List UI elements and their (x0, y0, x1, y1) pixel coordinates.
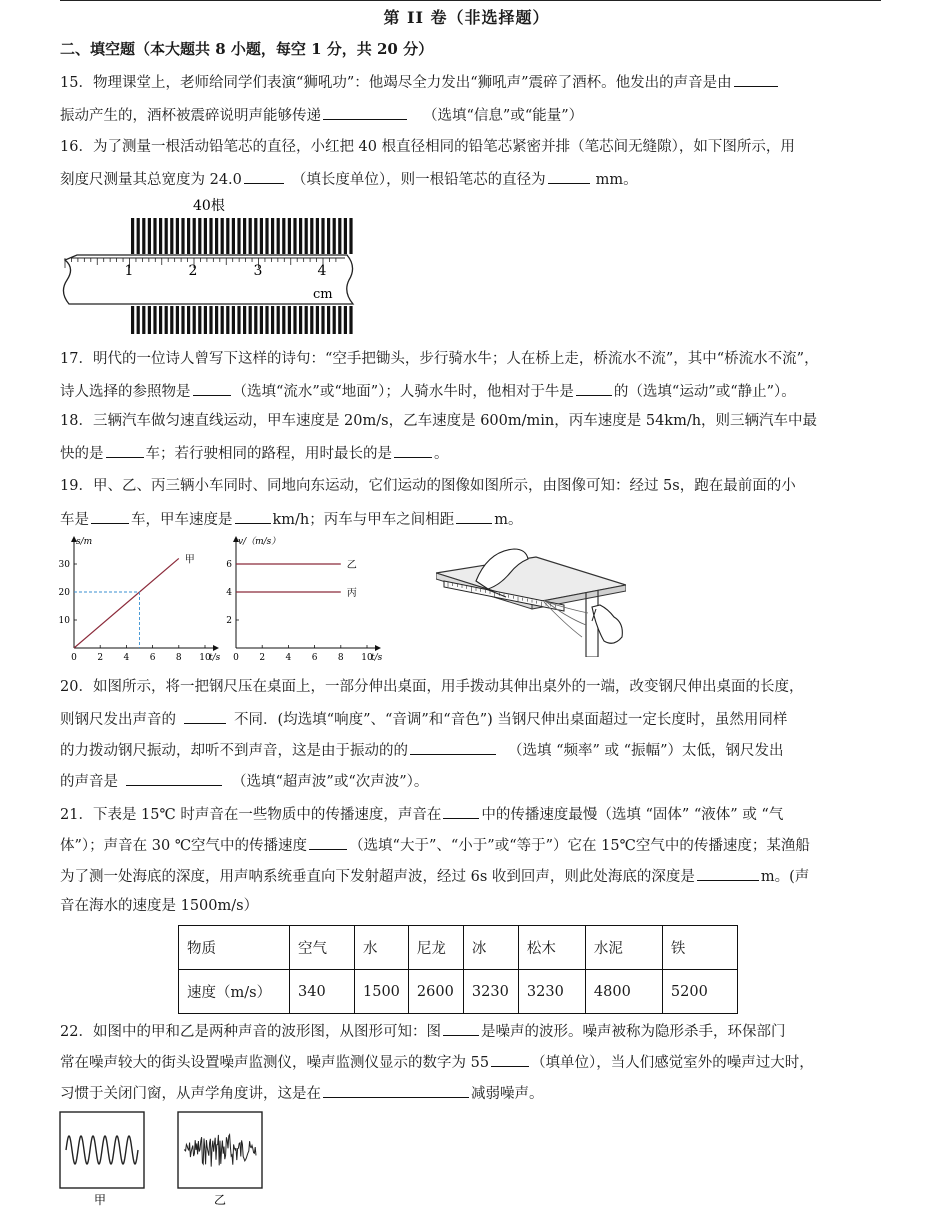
y-tick-label: 4 (226, 588, 232, 598)
table-cell: 尼龙 (408, 926, 463, 970)
pencil-lead (282, 218, 285, 254)
pencil-lead (305, 306, 308, 334)
q22-blank-2[interactable] (491, 1051, 529, 1067)
pencil-lead (159, 218, 162, 254)
q20-line2: 则钢尺发出声音的 不同．(均选填“响度”、“音调”和“音色”) 当钢尺伸出桌面超过一定长度时，虽然用同样 (60, 708, 881, 730)
pencil-lead (349, 306, 352, 334)
table-cell: 水泥 (585, 926, 662, 970)
sound-speed-table (178, 925, 738, 1014)
pencil-lead (193, 218, 196, 254)
q16-line1: 16．为了测量一根活动铅笔芯的直径，小红把 40 根直径相同的铅笔芯紧密并排（笔芯间无缝隙），如下图所示，用 (60, 139, 795, 155)
q15-blank-1[interactable] (734, 71, 778, 87)
pencil-lead (271, 306, 274, 334)
pencil-lead (215, 306, 218, 334)
table-cell: 340 (290, 970, 355, 1014)
x-tick-label: 10 (199, 653, 211, 663)
pencil-lead (204, 218, 207, 254)
pencil-lead (137, 306, 140, 334)
table-cell: 铁 (662, 926, 737, 970)
x-tick-label: 2 (97, 653, 104, 663)
pencil-lead (249, 306, 252, 334)
pencil-lead (187, 218, 190, 254)
pencil-lead (288, 306, 291, 334)
pencil-lead (293, 218, 296, 254)
q16-blank-1[interactable] (244, 168, 284, 184)
ruler-number-4: 4 (317, 263, 327, 279)
q20-blank-1[interactable] (184, 708, 226, 724)
pencil-lead (215, 218, 218, 254)
x-tick-label: 4 (285, 653, 292, 663)
wave-label-yi: 乙 (214, 1193, 227, 1207)
pencil-lead (148, 218, 151, 254)
x-tick-label: 8 (175, 653, 182, 663)
pencil-lead (170, 218, 173, 254)
q21-line1: 21．下表是 15℃ 时声音在一些物质中的传播速度，声音在 中的传播速度最慢（选填 “固体” “液体” 或 “气 (60, 803, 881, 825)
v-t-graph (212, 536, 382, 666)
pencil-lead (187, 306, 190, 334)
q19-blank-3[interactable] (456, 508, 492, 524)
waveform-figure (56, 1110, 276, 1208)
ruler-number-2: 2 (188, 263, 198, 279)
x-tick-label: 6 (311, 653, 318, 663)
s-t-graph (50, 536, 220, 666)
pencil-lead (254, 218, 257, 254)
y-tick-label: 20 (58, 588, 70, 598)
x-tick-label: 0 (71, 653, 77, 663)
q15-line1: 15．物理课堂上，老师给同学们表演“狮吼功”：他竭尽全力发出“狮吼声”震碎了酒杯。他发出的声音是由 (60, 71, 881, 93)
pencil-lead (193, 306, 196, 334)
q20-line1: 20．如图所示，将一把钢尺压在桌面上，一部分伸出桌面，用手拨动其伸出桌外的一端，改变钢尺伸出桌面的长度， (60, 679, 804, 695)
top-rule (60, 0, 881, 1)
pencil-lead (316, 306, 319, 334)
table-cell: 1500 (355, 970, 409, 1014)
x-tick-label: 8 (337, 653, 344, 663)
table-cell: 3230 (463, 970, 518, 1014)
pencil-lead (305, 218, 308, 254)
pencil-lead (288, 218, 291, 254)
q21-blank-2[interactable] (309, 834, 347, 850)
pencil-lead (148, 306, 151, 334)
pencil-leads-top (131, 218, 353, 254)
pencil-lead (198, 218, 201, 254)
q20-blank-2[interactable] (410, 739, 496, 755)
q20-line4: 的声音是 （选填“超声波”或“次声波”）。 (60, 770, 881, 792)
table-cell: 4800 (585, 970, 662, 1014)
x-tick-label: 6 (149, 653, 156, 663)
pencil-lead (282, 306, 285, 334)
pencil-lead (209, 218, 212, 254)
q21-line3: 为了测一处海底的深度，用声呐系统垂直向下发射超声波，经过 6s 收到回声，则此处海底的深度是 m。(声 (60, 865, 881, 887)
q20-blank-3[interactable] (126, 770, 222, 786)
pencil-lead (221, 218, 224, 254)
pencil-lead (249, 218, 252, 254)
pencil-ruler-figure (55, 192, 375, 342)
q21-blank-3[interactable] (697, 865, 759, 881)
pencil-lead (277, 306, 280, 334)
series-label: 乙 (346, 560, 357, 571)
pencil-lead (260, 306, 263, 334)
q15-blank-2[interactable] (323, 104, 407, 120)
pencil-lead (338, 218, 341, 254)
pencil-lead (333, 218, 336, 254)
pencil-lead (254, 306, 257, 334)
series-label: 甲 (184, 554, 195, 566)
q21-blank-1[interactable] (443, 803, 479, 819)
table-cell: 空气 (290, 926, 355, 970)
steel-ruler-figure (436, 545, 626, 657)
q19-line1: 19．甲、乙、丙三辆小车同时、同地向东运动，它们运动的图像如图所示，由图像可知：经过 5s，跑在最前面的小 (60, 478, 796, 494)
table-cell: 速度（m/s） (179, 970, 290, 1014)
q16-line2: 刻度尺测量其总宽度为 24.0 （填长度单位），则一根铅笔芯的直径为 mm。 (60, 168, 881, 190)
pencil-lead (153, 306, 156, 334)
q22-line3: 习惯于关闭门窗，从声学角度讲，这是在 减弱噪声。 (60, 1082, 881, 1104)
table-cell: 2600 (408, 970, 463, 1014)
pencil-lead (243, 306, 246, 334)
q19-blank-2[interactable] (235, 508, 271, 524)
pencil-lead (131, 306, 134, 334)
pencil-lead (165, 218, 168, 254)
q22-blank-1[interactable] (443, 1020, 479, 1036)
table-cell: 5200 (662, 970, 737, 1014)
pencil-lead (349, 218, 352, 254)
pencil-lead (260, 218, 263, 254)
q22-line2: 常在噪声较大的街头设置噪声监测仪，噪声监测仪显示的数字为 55 （填单位），当人们感觉室外的噪声过大时， (60, 1051, 881, 1073)
q21-line2: 体”）；声音在 30 ℃空气中的传播速度 （选填“大于”、“小于”或“等于”）它在 15℃空气中的传播速度；某渔船 (60, 834, 881, 856)
y-tick-label: 10 (58, 616, 70, 626)
q19-blank-1[interactable] (91, 508, 129, 524)
section-heading: 二、填空题（本大题共 8 小题，每空 1 分，共 20 分） (60, 40, 434, 58)
q19-line2: 车是 车，甲车速度是 km/h；丙车与甲车之间相距 m。 (60, 508, 881, 530)
pencil-lead (344, 306, 347, 334)
pencil-lead (209, 306, 212, 334)
ruler-number-1: 1 (124, 263, 134, 279)
pencil-lead (137, 218, 140, 254)
pencil-lead (271, 218, 274, 254)
q17-blank-1[interactable] (193, 380, 231, 396)
q17-line2: 诗人选择的参照物是 （选填“流水”或“地面”）；人骑水牛时，他相对于牛是 的（选填“运动”或“静止”）。 (60, 380, 881, 402)
q17-blank-2[interactable] (576, 380, 612, 396)
q15-line2: 振动产生的，酒杯被震碎说明声能够传递 （选填“信息”或“能量”） (60, 104, 881, 126)
q18-line2: 快的是 车；若行驶相同的路程，用时最长的是 。 (60, 442, 881, 464)
series-line (74, 558, 179, 648)
table-row (179, 970, 738, 1014)
ruler-body (63, 255, 353, 304)
x-tick-label: 2 (259, 653, 266, 663)
page-title: 第 II 卷（非选择题） (383, 8, 550, 27)
x-tick-label: 4 (123, 653, 130, 663)
pencil-lead (310, 306, 313, 334)
pencil-lead (344, 218, 347, 254)
pencil-lead (142, 218, 145, 254)
ruler-number-3: 3 (253, 263, 263, 279)
q22-line1: 22．如图中的甲和乙是两种声音的波形图，从图形可知：图 是噪声的波形。噪声被称为隐形杀手，环保部门 (60, 1020, 881, 1042)
y-tick-label: 6 (226, 560, 232, 570)
y-tick-label: 30 (58, 560, 70, 570)
pencil-lead (198, 306, 201, 334)
pencil-lead (321, 218, 324, 254)
plucking-hand-icon (592, 605, 622, 643)
q17-line1: 17．明代的一位诗人曾写下这样的诗句：“空手把锄头，步行骑水牛；人在桥上走，桥流水不流”，其中“桥流水不流”， (60, 351, 819, 367)
x-axis-label: t/s (371, 653, 382, 663)
pencil-lead (321, 306, 324, 334)
pencil-lead (327, 306, 330, 334)
q18-line1: 18．三辆汽车做匀速直线运动，甲车速度是 20m/s，乙车速度是 600m/min，丙车速度是 54km/h，则三辆汽车中最 (60, 413, 818, 429)
y-tick-label: 2 (226, 616, 232, 626)
pencil-lead (204, 306, 207, 334)
table-cell: 松木 (518, 926, 585, 970)
ruler-unit: cm (313, 287, 333, 302)
pencil-lead (293, 306, 296, 334)
pencil-lead (226, 306, 229, 334)
pencil-lead (159, 306, 162, 334)
pencil-lead (142, 306, 145, 334)
table-cell: 3230 (518, 970, 585, 1014)
pencil-lead (277, 218, 280, 254)
pencil-lead (338, 306, 341, 334)
table-cell: 水 (355, 926, 409, 970)
pencil-leads-bottom (131, 306, 353, 334)
pencil-lead (181, 218, 184, 254)
y-axis-label: v/（m/s） (238, 537, 281, 547)
pencil-lead (310, 218, 313, 254)
pencil-lead (237, 306, 240, 334)
q21-line4: 音在海水的速度是 1500m/s） (60, 898, 259, 914)
x-axis-arrow (375, 645, 381, 651)
pencil-lead (299, 218, 302, 254)
pencil-lead (181, 306, 184, 334)
pencil-lead (176, 218, 179, 254)
count-label: 40根 (193, 198, 225, 214)
table-row (179, 926, 738, 970)
pencil-lead (243, 218, 246, 254)
q16-blank-2[interactable] (548, 168, 590, 184)
pencil-lead (333, 306, 336, 334)
q18-blank-1[interactable] (106, 442, 144, 458)
pencil-lead (299, 306, 302, 334)
pencil-lead (176, 306, 179, 334)
table-cell: 冰 (463, 926, 518, 970)
pencil-lead (316, 218, 319, 254)
x-axis-label: t/s (209, 653, 220, 663)
pencil-lead (265, 218, 268, 254)
q22-blank-3[interactable] (323, 1082, 469, 1098)
q20-line3: 的力拨动钢尺振动，却听不到声音，这是由于振动的的 （选填 “频率” 或 “振幅”）太低，钢尺发出 (60, 739, 881, 761)
pencil-lead (165, 306, 168, 334)
pencil-lead (237, 218, 240, 254)
pencil-lead (327, 218, 330, 254)
x-tick-label: 10 (361, 653, 373, 663)
q18-blank-2[interactable] (394, 442, 432, 458)
pencil-lead (221, 306, 224, 334)
pencil-lead (232, 218, 235, 254)
y-axis-label: s/m (76, 537, 93, 547)
series-label: 丙 (346, 588, 357, 599)
pencil-lead (153, 218, 156, 254)
pencil-lead (131, 218, 134, 254)
wave-label-jia: 甲 (94, 1193, 107, 1207)
pencil-lead (226, 218, 229, 254)
pencil-lead (232, 306, 235, 334)
pencil-lead (170, 306, 173, 334)
pencil-lead (265, 306, 268, 334)
table-cell: 物质 (179, 926, 290, 970)
x-tick-label: 0 (233, 653, 239, 663)
